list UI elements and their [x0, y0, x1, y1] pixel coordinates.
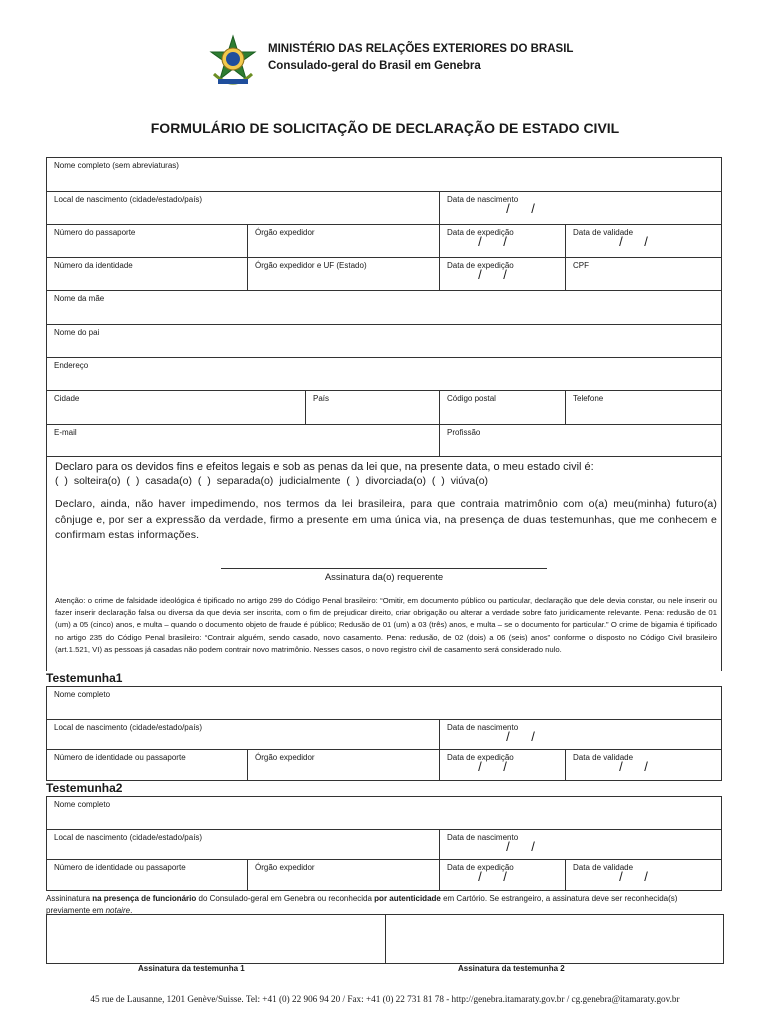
id-issue-date-slashes: / / [478, 267, 507, 282]
mother-name-label: Nome da mãe [54, 294, 105, 303]
address-field[interactable] [47, 358, 721, 390]
witness-signature-boxes [46, 914, 724, 964]
footer-contact: 45 rue de Lausanne, 1201 Genève/Suisse. Tel: +41 (0) 22 906 94 20 / Fax: +41 (0) 22 731 81 78 - http://genebra.itamaraty.gov.br / cg.genebra@itamaraty.gov.br [90, 994, 680, 1004]
applicant-signature-line[interactable] [221, 568, 547, 569]
witness1-issue-date-slashes: / / [478, 759, 507, 774]
passport-issue-date-field[interactable] [439, 225, 565, 257]
witness1-birthplace-field[interactable] [47, 720, 439, 749]
witness1-birth-date-label: Data de nascimento [447, 723, 519, 732]
birth-date-field[interactable] [439, 192, 721, 224]
witness1-title: Testemunha1 [46, 671, 123, 685]
witness2-valid-date-field[interactable] [565, 860, 721, 890]
marital-status-options[interactable]: ( ) solteira(o) ( ) casada(o) ( ) separada(o) judicialmente ( ) divorciada(o) ( ) viúva(o) [55, 475, 489, 487]
consulate-name: Consulado-geral do Brasil em Genebra [268, 60, 481, 72]
declaration-intro: Declaro para os devidos fins e efeitos legais e sob as penas da lei que, na presente data, o meu estado civil é: [55, 461, 594, 473]
witness1-birth-date-field[interactable] [439, 720, 721, 749]
passport-valid-date-slashes: / / [619, 234, 648, 249]
email-field[interactable] [47, 425, 439, 456]
witness1-issuer-field[interactable] [247, 750, 439, 780]
birth-date-slashes: / / [506, 201, 535, 216]
email-label: E-mail [54, 428, 77, 437]
witness1-issuer-label: Órgão expedidor [255, 753, 315, 762]
witness2-name-label: Nome completo [54, 800, 111, 809]
notice-bold-2: por autenticidade [374, 894, 441, 903]
id-number-label: Número da identidade [54, 261, 133, 270]
witness1-valid-date-slashes: / / [619, 759, 648, 774]
witness-signature-labels [46, 964, 724, 978]
phone-field[interactable] [565, 391, 721, 424]
witness2-issue-date-label: Data de expedição [447, 863, 514, 872]
applicant-signature-label: Assinatura da(o) requerente [324, 572, 444, 583]
notice-text-2: do Consulado-geral em Genebra ou reconhecida [196, 894, 375, 903]
witness1-name-field[interactable] [47, 687, 721, 719]
birthplace-label: Local de nascimento (cidade/estado/país) [54, 195, 203, 204]
witness2-birthplace-label: Local de nascimento (cidade/estado/país) [54, 833, 203, 842]
witness2-id-label: Número de identidade ou passaporte [54, 863, 186, 872]
letterhead [206, 34, 726, 90]
id-issue-date-field[interactable] [439, 258, 565, 290]
witness1-birth-date-slashes: / / [506, 729, 535, 744]
witness2-valid-date-slashes: / / [619, 869, 648, 884]
birthplace-field[interactable] [47, 192, 439, 224]
witness2-valid-date-label: Data de validade [573, 863, 634, 872]
birth-date-label: Data de nascimento [447, 195, 519, 204]
notice-text-4: . [130, 905, 133, 915]
city-field[interactable] [47, 391, 305, 424]
witness2-issuer-label: Órgão expedidor [255, 863, 315, 872]
witness2-title: Testemunha2 [46, 781, 123, 795]
passport-issue-date-slashes: / / [478, 234, 507, 249]
passport-number-field[interactable] [47, 225, 247, 257]
father-name-label: Nome do pai [54, 328, 100, 337]
legal-warning: Atenção: o crime de falsidade ideológica é tipificado no artigo 299 do Código Penal brasileiro: “Omitir, em documento público ou particular, declaração que dele devia constar, ou nele inserir ou fazer inserir declaração falsa ou diversa da que devia ser inscrita, com o fim de prejudicar direito, criar obrigação ou alterar a verdade sobre fato juridicamente relevante. Pena: redusão de 01 (um) a 05 (cinco) anos, e multa – quando o documento objeto de fraude é público; Redusão de 01 (um) a 03 (três) anos, e multa – se o documento for particular.” O crime de bigamia é tipificado no artigo 235 do Código Penal brasileiro: “Contrair alguém, sendo casado, novo casamento. Pena: redusão, de 02 (dois) a 06 (seis) anos” conforme o disposto no Código Civil brasileiro (art.1.521, VI) as pessoas já casadas não podem contrair novo matrimônio. Nesses casos, o novo registro civil de casamento será considerado nulo. [55, 596, 717, 654]
witness2-birth-date-label: Data de nascimento [447, 833, 519, 842]
mother-name-field[interactable] [47, 291, 721, 324]
witness2-birth-date-field[interactable] [439, 830, 721, 859]
witness1-form [46, 686, 722, 781]
id-number-field[interactable] [47, 258, 247, 290]
postal-code-label: Código postal [447, 394, 496, 403]
witness1-issue-date-label: Data de expedição [447, 753, 514, 762]
witness1-birthplace-label: Local de nascimento (cidade/estado/país) [54, 723, 203, 732]
address-label: Endereço [54, 361, 89, 370]
cpf-field[interactable] [565, 258, 721, 290]
declaration-section [47, 457, 721, 671]
passport-valid-date-label: Data de validade [573, 228, 634, 237]
notice-italic: notaire [105, 905, 131, 915]
passport-issue-date-label: Data de expedição [447, 228, 514, 237]
profession-field[interactable] [439, 425, 721, 456]
notice-bold-1: na presença de funcionário [92, 894, 197, 903]
witness2-signature-label: Assinatura da testemunha 2 [458, 964, 565, 973]
notice-text-1: Assininatura [46, 894, 93, 903]
witness2-name-field[interactable] [47, 797, 721, 829]
ministry-name: MINISTÉRIO DAS RELAÇÕES EXTERIORES DO BRASIL [268, 43, 574, 55]
witness2-issue-date-field[interactable] [439, 860, 565, 890]
witness2-birthplace-field[interactable] [47, 830, 439, 859]
witness1-valid-date-label: Data de validade [573, 753, 634, 762]
witness2-id-field[interactable] [47, 860, 247, 890]
country-field[interactable] [305, 391, 439, 424]
full-name-field[interactable] [47, 158, 721, 191]
witness2-issuer-field[interactable] [247, 860, 439, 890]
applicant-form [46, 157, 722, 671]
witness1-id-label: Número de identidade ou passaporte [54, 753, 186, 762]
passport-issuer-label: Órgão expedidor [255, 228, 315, 237]
postal-code-field[interactable] [439, 391, 565, 424]
witness2-issue-date-slashes: / / [478, 869, 507, 884]
cpf-label: CPF [573, 261, 589, 270]
profession-label: Profissão [447, 428, 481, 437]
id-issue-date-label: Data de expedição [447, 261, 514, 270]
witness1-signature-label: Assinatura da testemunha 1 [138, 964, 245, 973]
city-label: Cidade [54, 394, 80, 403]
full-name-label: Nome completo (sem abreviaturas) [54, 161, 179, 170]
signature-notice [46, 893, 722, 916]
notice-text-3: em Cartório. Se estrangeiro, a assinatura deve ser reconhecida(s) previamente em [46, 894, 678, 915]
witness1-signature-box[interactable] [47, 915, 385, 963]
witness1-valid-date-field[interactable] [565, 750, 721, 780]
passport-valid-date-field[interactable] [565, 225, 721, 257]
witness1-id-field[interactable] [47, 750, 247, 780]
passport-number-label: Número do passaporte [54, 228, 136, 237]
id-issuer-field[interactable] [247, 258, 439, 290]
passport-issuer-field[interactable] [247, 225, 439, 257]
witness1-issue-date-field[interactable] [439, 750, 565, 780]
id-issuer-label: Órgão expedidor e UF (Estado) [255, 261, 367, 270]
declaration-statement: Declaro, ainda, não haver impedimendo, nos termos da lei brasileira, para que contraia matrimônio com o(a) meu(minha) futuro(a) cônjuge e, por ser a expressão da verdade, firmo a presente em uma única via, na presença de duas testemunhas, que me conhecem e confirmam estas informações. [55, 498, 717, 541]
witness1-name-label: Nome completo [54, 690, 111, 699]
brazil-coat-of-arms-icon [206, 34, 260, 88]
form-title: FORMULÁRIO DE SOLICITAÇÃO DE DECLARAÇÃO DE ESTADO CIVIL [150, 120, 620, 136]
phone-label: Telefone [573, 394, 604, 403]
witness2-signature-box[interactable] [385, 915, 723, 963]
witness2-birth-date-slashes: / / [506, 839, 535, 854]
witness2-form [46, 796, 722, 891]
country-label: País [313, 394, 330, 403]
father-name-field[interactable] [47, 325, 721, 357]
